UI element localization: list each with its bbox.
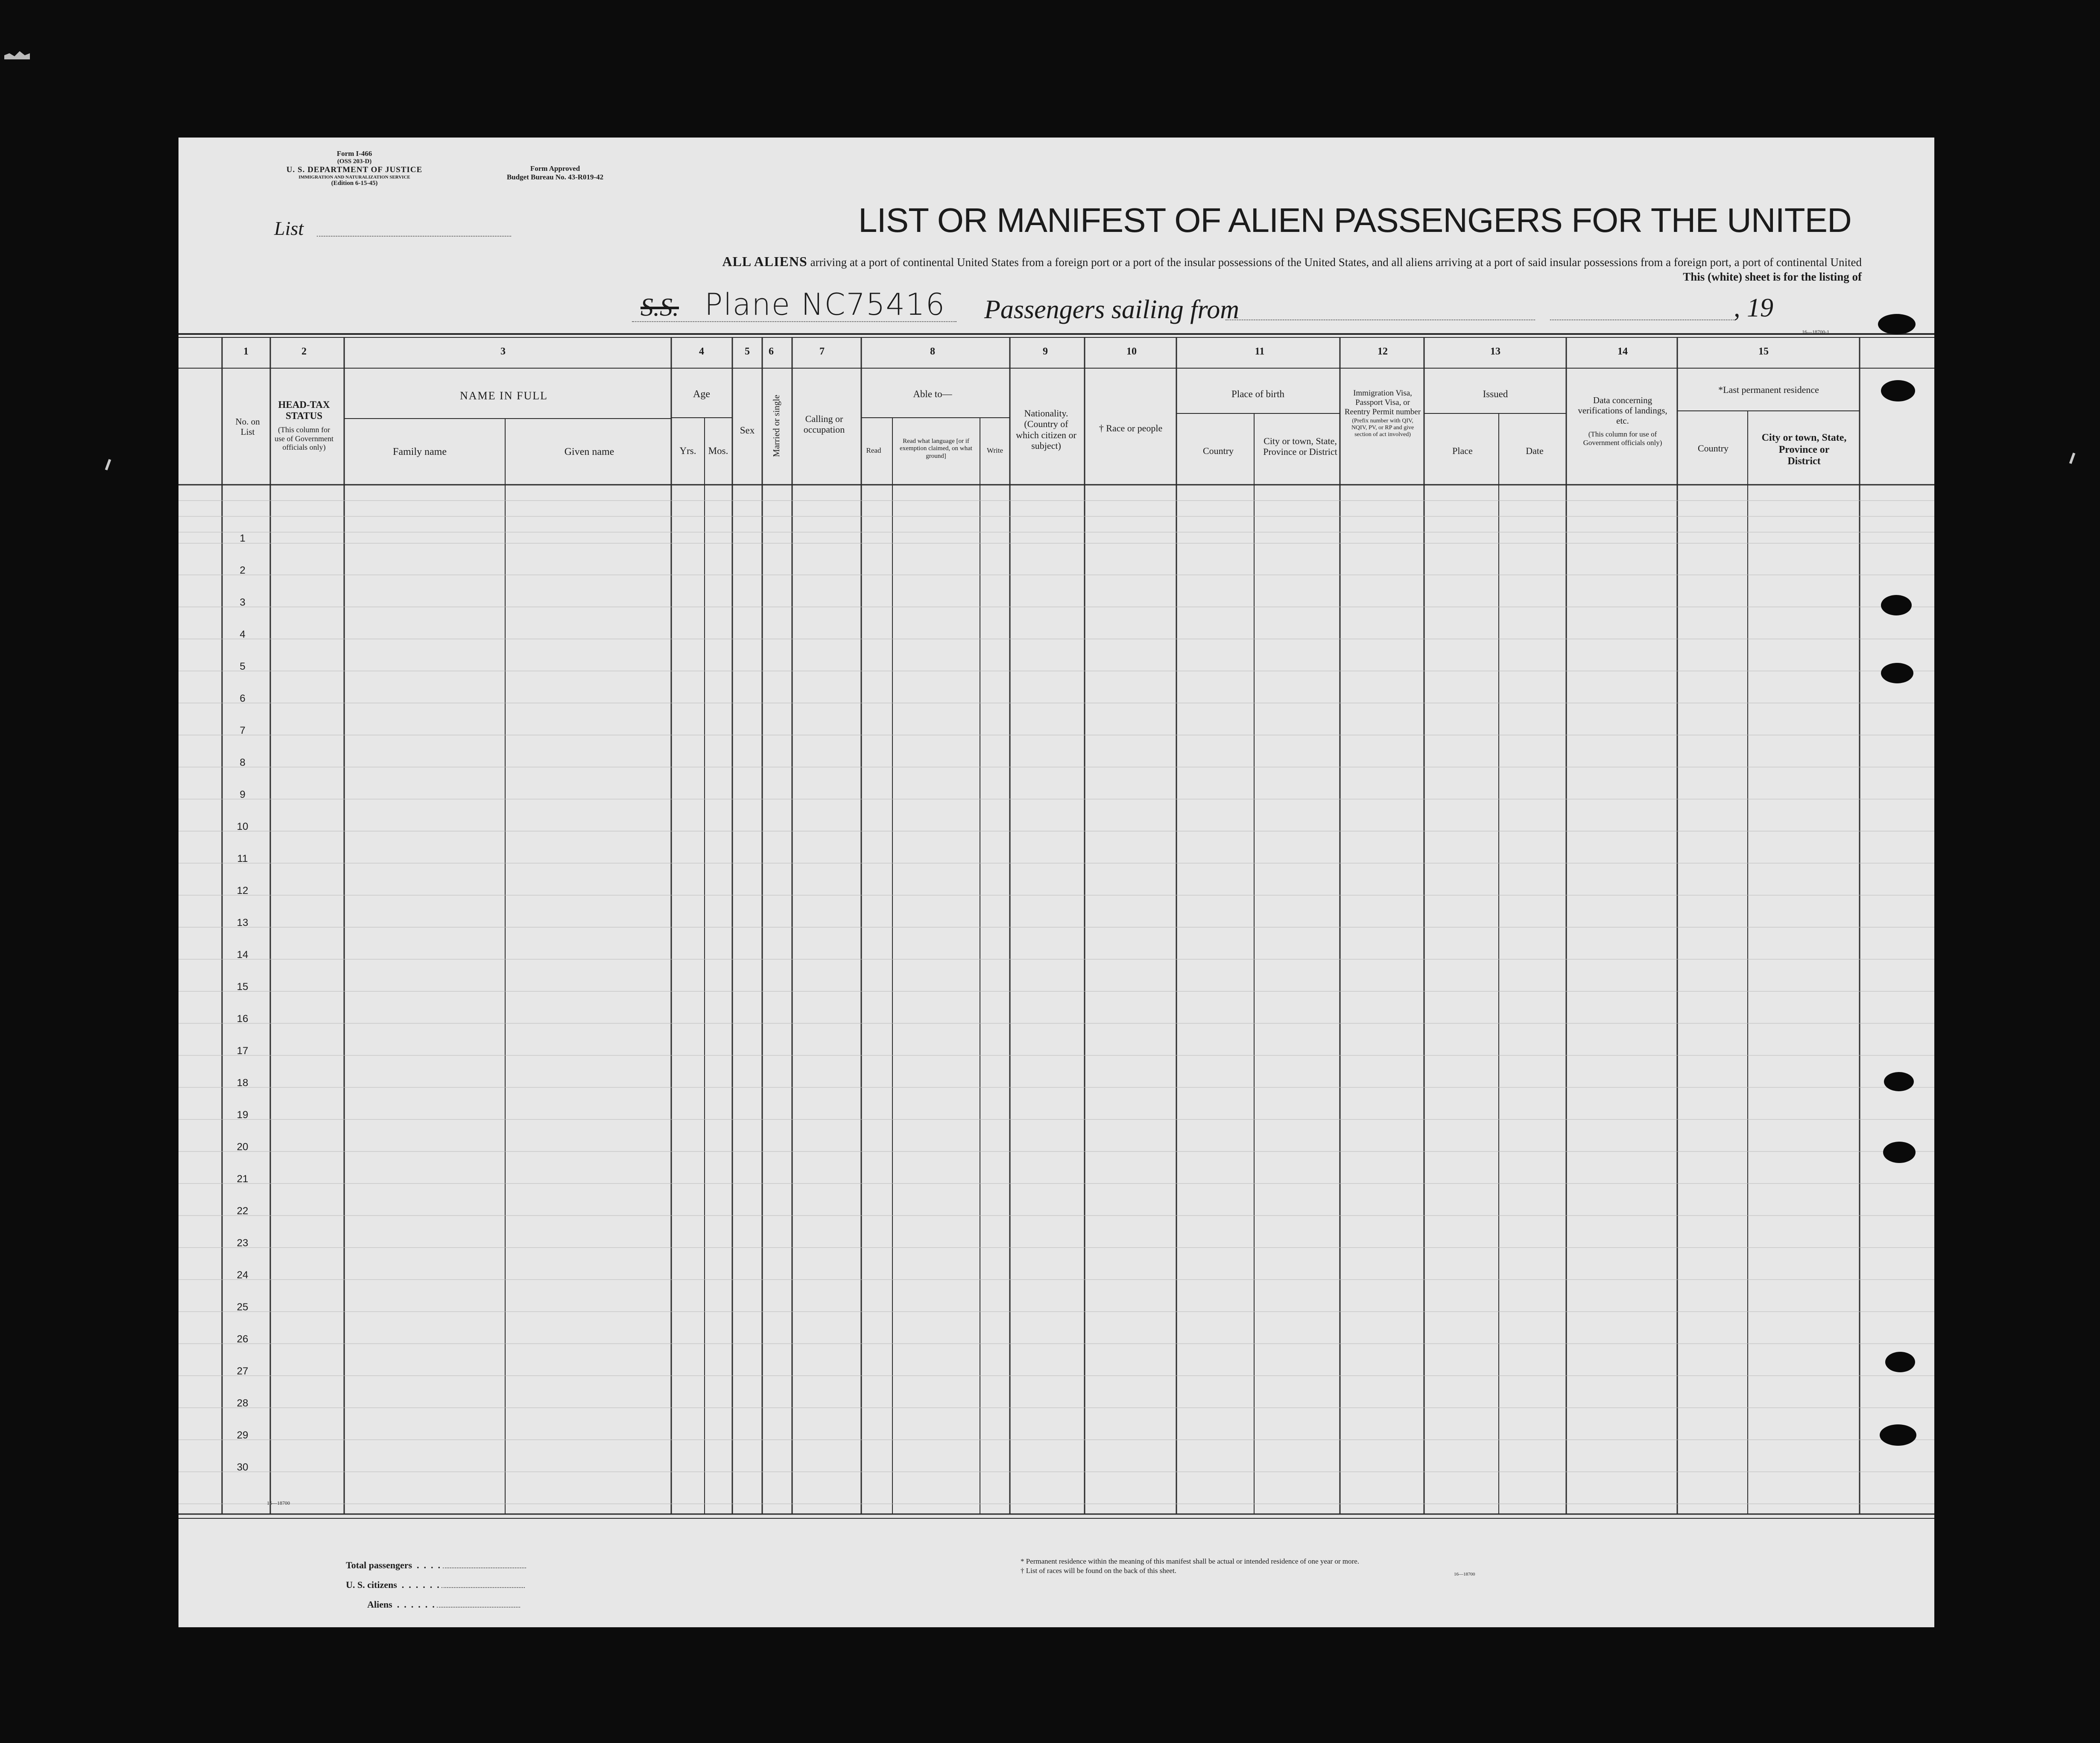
issued-header: Issued <box>1483 389 1508 399</box>
age-years-header: Yrs. <box>679 445 696 456</box>
punch-hole <box>1885 1352 1915 1372</box>
race-header: † Race or people <box>1099 423 1163 434</box>
punch-hole <box>1880 1424 1916 1446</box>
row-number: 28 <box>237 1397 249 1409</box>
total-passengers-row: Total passengers . . . . <box>346 1556 526 1575</box>
row-number: 8 <box>240 757 246 768</box>
punch-hole <box>1881 663 1913 683</box>
head-tax-note: (This column for use of Government officials only) <box>275 425 333 452</box>
col-num-5: 5 <box>745 346 750 357</box>
col-num-10: 10 <box>1126 346 1137 357</box>
row-number: 24 <box>237 1269 249 1281</box>
row-number: 3 <box>240 597 246 608</box>
visa-label: Immigration Visa, Passport Visa, or Reentry Permit number <box>1344 389 1421 416</box>
col-2-header <box>272 399 336 452</box>
col-num-9: 9 <box>1043 346 1048 357</box>
family-name-header: Family name <box>393 446 447 457</box>
punch-hole <box>1881 380 1915 401</box>
row-number: 13 <box>237 917 249 929</box>
vessel-prefix: S.S. <box>641 293 679 321</box>
row-number: 6 <box>240 693 246 704</box>
read-header: Read <box>866 446 881 454</box>
visa-header <box>1344 389 1421 438</box>
row-number: 19 <box>237 1109 249 1121</box>
row-number: 27 <box>237 1365 249 1377</box>
sex-header: Sex <box>740 425 755 436</box>
marital-header: Married or single <box>771 395 781 457</box>
col-num-3: 3 <box>500 346 506 357</box>
row-number: 29 <box>237 1430 249 1441</box>
col-num-8: 8 <box>930 346 935 357</box>
omb-number: (OSS 203-D) <box>337 158 372 165</box>
print-code-top: 16—18700-1 <box>1802 329 1829 335</box>
row-number: 9 <box>240 789 246 800</box>
residence-header: *Last permanent residence <box>1718 384 1819 395</box>
print-code-bottom: 16—18700 <box>267 1500 290 1506</box>
subtitle-line-2: This (white) sheet is for the listing of <box>1683 270 1862 283</box>
total-passengers-field[interactable] <box>443 1567 526 1568</box>
row-number: 2 <box>240 565 246 576</box>
verification-note: (This column for use of Government officials only) <box>1583 430 1662 447</box>
us-citizens-label: U. S. citizens <box>346 1579 397 1590</box>
approval-line-2: Budget Bureau No. 43-R019-42 <box>506 173 604 181</box>
row-number: 4 <box>240 629 246 640</box>
col-num-13: 13 <box>1490 346 1500 357</box>
residence-city-header: City or town, State, Province or District <box>1761 432 1847 467</box>
year-prefix: , 19 <box>1734 293 1773 322</box>
footnote-races: † List of races will be found on the back of this sheet. <box>1021 1567 1176 1575</box>
row-number: 21 <box>237 1173 249 1185</box>
us-citizens-field[interactable] <box>442 1587 525 1588</box>
able-to-header: Able to— <box>913 389 952 399</box>
totals-block <box>346 1556 526 1614</box>
aliens-field[interactable] <box>437 1607 520 1608</box>
row-number: 1 <box>240 533 246 544</box>
footnote-code: 16—18700 <box>1454 1572 1475 1577</box>
birth-country-header: Country <box>1202 445 1234 456</box>
row-number: 26 <box>237 1333 249 1345</box>
minor-vertical-lines <box>505 411 1748 1514</box>
us-citizens-row: U. S. citizens . . . . . . <box>346 1575 526 1595</box>
row-number: 5 <box>240 661 246 672</box>
row-number: 23 <box>237 1237 249 1249</box>
nationality-header: Nationality. (Country of which citizen or subject) <box>1016 408 1076 451</box>
given-name-header: Given name <box>564 446 614 457</box>
sailing-label: Passengers sailing from <box>984 295 1240 324</box>
major-vertical-lines <box>222 337 1860 1514</box>
faint-row-lines <box>178 501 1934 1504</box>
row-number: 7 <box>240 725 246 736</box>
col-3-header: NAME IN FULL <box>460 390 548 402</box>
read-language-header: Read what language [or if exemption claimed, on what ground] <box>900 438 972 460</box>
service: IMMIGRATION AND NATURALIZATION SERVICE <box>298 174 410 180</box>
approval-line-1: Form Approved <box>530 164 580 173</box>
row-number: 22 <box>237 1205 249 1217</box>
punch-hole <box>1881 595 1912 615</box>
row-number: 20 <box>237 1141 249 1153</box>
subtitle-lead: ALL ALIENS <box>722 254 807 269</box>
form-number: Form I-466 <box>336 149 372 158</box>
punch-hole <box>1884 1072 1914 1091</box>
row-number: 25 <box>237 1301 249 1313</box>
col-num-15: 15 <box>1758 346 1769 357</box>
col-num-12: 12 <box>1378 346 1388 357</box>
row-number: 16 <box>237 1013 249 1025</box>
col-num-11: 11 <box>1255 346 1265 357</box>
visa-note: (Prefix number with QIV, NQIV, PV, or RP and give section of act involved) <box>1351 417 1414 438</box>
aliens-row: Aliens . . . . . . <box>346 1595 526 1614</box>
page-title: LIST OR MANIFEST OF ALIEN PASSENGERS FOR THE UNITED <box>858 201 1851 239</box>
issued-place-header: Place <box>1452 445 1473 456</box>
row-number: 17 <box>237 1045 249 1057</box>
verification-label: Data concerning verifications of landings, etc. <box>1578 395 1667 426</box>
total-passengers-label: Total passengers <box>346 1560 412 1570</box>
col-num-4: 4 <box>699 346 704 357</box>
issued-date-header: Date <box>1526 445 1544 456</box>
row-number: 30 <box>237 1462 249 1473</box>
occupation-header: Calling or occupation <box>803 413 845 435</box>
list-label: List <box>274 217 304 239</box>
row-number: 10 <box>237 821 249 832</box>
col-num-2: 2 <box>301 346 307 357</box>
age-months-header: Mos. <box>708 445 728 456</box>
footnotes <box>1021 1557 1359 1576</box>
col-num-14: 14 <box>1617 346 1628 357</box>
write-header: Write <box>986 446 1003 454</box>
subtitle-text: arriving at a port of continental United States from a foreign port or a port of the insular possessions of the United States, and all aliens arriving at a port of said insular possessions from a foreign port, a port of continental United <box>810 256 1862 269</box>
edition: (Edition 6-15-45) <box>331 180 378 187</box>
residence-country-header: Country <box>1697 443 1729 454</box>
row-number: 11 <box>237 853 248 864</box>
row-number: 14 <box>237 949 249 961</box>
birthplace-header: Place of birth <box>1231 389 1284 399</box>
row-number: 12 <box>237 885 249 896</box>
col-num-6: 6 <box>769 346 774 357</box>
department: U. S. DEPARTMENT OF JUSTICE <box>286 165 423 174</box>
vessel-handwritten[interactable]: Plane NC75416 <box>705 287 946 322</box>
birth-city-header: City or town, State, Province or District <box>1263 436 1337 457</box>
row-number: 15 <box>237 981 249 993</box>
punch-hole <box>1883 1142 1916 1163</box>
row-number: 18 <box>237 1077 249 1089</box>
col-1-header: No. on List <box>235 416 260 437</box>
col-num-1: 1 <box>243 346 249 357</box>
punch-hole <box>1878 314 1916 334</box>
col-num-7: 7 <box>819 346 825 357</box>
age-header: Age <box>693 389 710 400</box>
head-tax-label: HEAD-TAX STATUS <box>278 399 330 422</box>
footnote-residence: * Permanent residence within the meaning of this manifest shall be actual or intended residence of one year or more. <box>1021 1557 1360 1565</box>
verification-header <box>1574 395 1672 447</box>
aliens-label: Aliens <box>367 1599 392 1610</box>
